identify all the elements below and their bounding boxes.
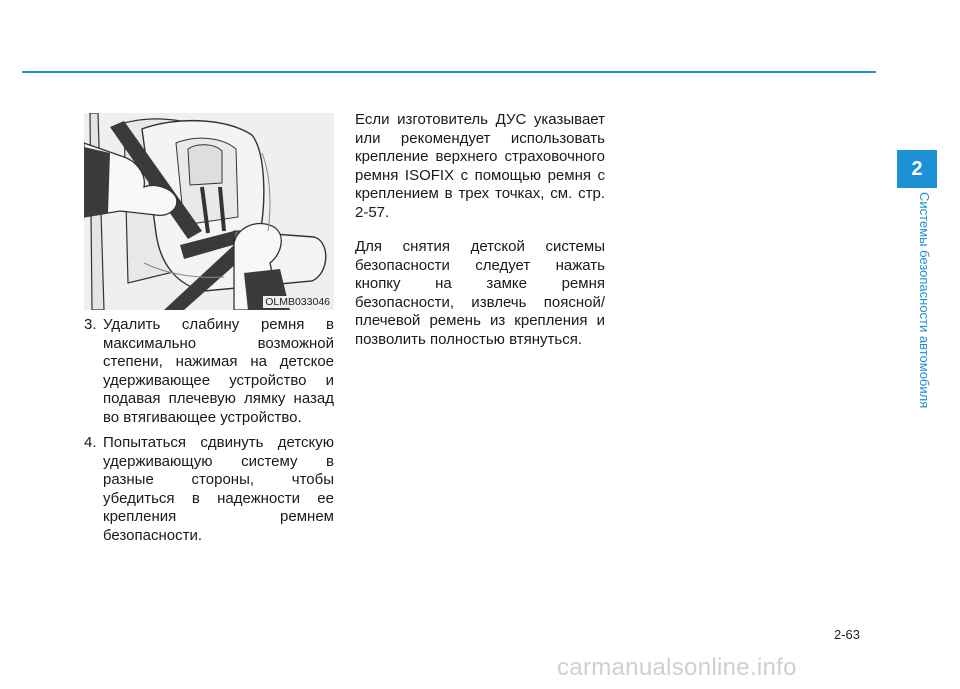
- step-3: [84, 316, 334, 427]
- right-column: [355, 111, 605, 365]
- paragraph-removal: Для снятия детской системы безопасности следует нажать кнопку на замке ремня безопасности, извлечь поясной/плечевой ремень из крепления и позволить полностью втянуться.: [355, 238, 605, 348]
- chapter-tab[interactable]: 2: [897, 150, 937, 188]
- left-column: [84, 316, 334, 552]
- paragraph-isofix: Если изготовитель ДУС указывает или рекомендует использовать крепление верхнего страховочного ремня ISOFIX с помощью ремня с креплением в трех точках, см. стр. 2-57.: [355, 111, 605, 221]
- illustration-child-seat-belt: [84, 113, 334, 310]
- step-number: 3.: [84, 316, 97, 333]
- step-number: 4.: [84, 434, 97, 451]
- figure-code: OLMB033046: [265, 296, 330, 308]
- chapter-title: Системы безопасности автомобиля: [917, 192, 932, 409]
- page-number: 2-63: [834, 627, 861, 642]
- step-text: Попытаться сдвинуть детскую удерживающую систему в разные стороны, чтобы убедиться в надежности ее крепления ремнем безопасности.: [103, 434, 334, 544]
- step-text: Удалить слабину ремня в максимально возможной степени, нажимая на детское удерживающее устройство и подавая плечевую лямку назад во втягивающее устройство.: [103, 316, 334, 426]
- watermark-text: carmanualsonline.info: [557, 654, 797, 681]
- header-rule: [22, 71, 876, 73]
- child-seat-belt-drawing: [84, 113, 334, 310]
- step-4: [84, 434, 334, 545]
